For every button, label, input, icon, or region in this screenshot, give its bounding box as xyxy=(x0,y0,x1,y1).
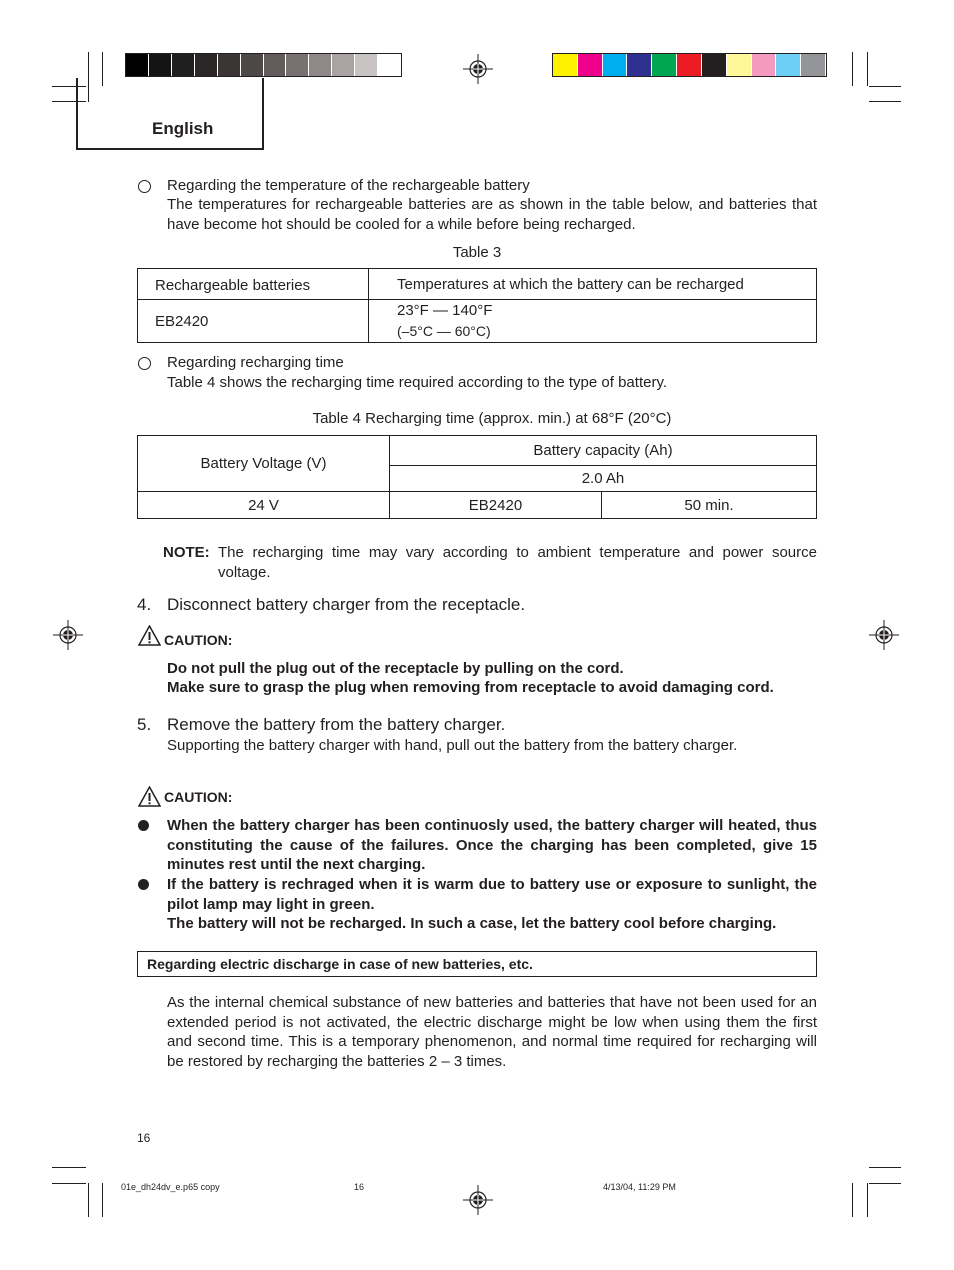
bullet-dot-icon xyxy=(138,879,149,890)
color-swatch xyxy=(727,54,752,76)
registration-mark-icon xyxy=(463,1185,493,1215)
gray-swatch xyxy=(332,54,355,76)
gray-swatch xyxy=(309,54,332,76)
hollow-bullet-icon xyxy=(138,180,151,193)
crop-mark xyxy=(869,101,901,102)
discharge-heading: Regarding electric discharge in case of new batteries, etc. xyxy=(147,956,533,972)
color-swatch xyxy=(801,54,826,76)
section-heading-temperature: Regarding the temperature of the rechargeable battery xyxy=(167,177,530,194)
color-swatch xyxy=(553,54,578,76)
footer-file: 01e_dh24dv_e.p65 copy xyxy=(121,1182,220,1192)
caution1-line2: Make sure to grasp the plug when removing from receptacle to avoid damaging cord. xyxy=(167,679,774,696)
gray-swatch xyxy=(286,54,309,76)
step4-number: 4. xyxy=(137,595,152,614)
crop-mark xyxy=(869,86,901,87)
temp-celsius: (–5°C — 60°C) xyxy=(397,323,491,339)
color-swatch xyxy=(702,54,727,76)
grayscale-bar xyxy=(125,53,402,77)
crop-mark xyxy=(869,1167,901,1168)
table4-header-capacity: Battery capacity (Ah) xyxy=(390,436,817,466)
registration-mark-icon xyxy=(53,620,83,650)
caution1-line1: Do not pull the plug out of the receptacle by pulling on the cord. xyxy=(167,660,624,677)
table3-cell-battery: EB2420 xyxy=(138,300,369,343)
table3 xyxy=(137,268,817,343)
crop-mark xyxy=(869,1183,901,1184)
crop-mark xyxy=(52,1167,86,1168)
caution2-bullet2a: If the battery is rechraged when it is warm due to battery use or exposure to sunlight, the pilot lamp may light in green. xyxy=(167,876,817,913)
crop-mark xyxy=(102,1183,103,1217)
table4-title: Table 4 Recharging time (approx. min.) at 68°F (20°C) xyxy=(312,410,672,427)
gray-swatch xyxy=(195,54,218,76)
table3-header-temperatures: Temperatures at which the battery can be recharged xyxy=(369,269,817,300)
crop-mark xyxy=(852,52,853,86)
gray-swatch xyxy=(149,54,172,76)
color-swatch xyxy=(652,54,677,76)
note-text: The recharging time may vary according to ambient temperature and power source voltage. xyxy=(218,544,817,581)
table4-cell-time: 50 min. xyxy=(602,492,817,519)
caution2-label: CAUTION: xyxy=(164,789,233,805)
footer-date: 4/13/04, 11:29 PM xyxy=(603,1182,676,1192)
temp-fahrenheit: 23°F — 140°F xyxy=(397,302,493,319)
caution2-bullet1: When the battery charger has been continuosly used, the battery charger will heated, thus constituting the cause of the failures. Once the charging has been completed, give 15 minutes rest until the next charging. xyxy=(167,817,817,873)
color-swatch xyxy=(627,54,652,76)
warning-triangle-icon xyxy=(138,786,161,807)
step4-text: Disconnect battery charger from the receptacle. xyxy=(167,595,526,614)
step5-number: 5. xyxy=(137,715,152,734)
crop-mark xyxy=(88,1183,89,1217)
crop-mark xyxy=(852,1183,853,1217)
color-swatch xyxy=(752,54,777,76)
gray-swatch xyxy=(218,54,241,76)
color-swatch xyxy=(677,54,702,76)
step5-text: Remove the battery from the battery charger. xyxy=(167,715,506,734)
table3-cell-temperature xyxy=(369,300,817,343)
registration-mark-icon xyxy=(869,620,899,650)
page-number: 16 xyxy=(137,1131,151,1145)
color-swatch xyxy=(578,54,603,76)
hollow-bullet-icon xyxy=(138,357,151,370)
section-heading-time: Regarding recharging time xyxy=(167,354,344,371)
step5-sub: Supporting the battery charger with hand, pull out the battery from the battery charger. xyxy=(167,737,738,754)
discharge-heading-box xyxy=(137,951,817,977)
color-swatch xyxy=(603,54,628,76)
gray-swatch xyxy=(378,54,401,76)
gray-swatch xyxy=(355,54,378,76)
footer-page: 16 xyxy=(354,1182,365,1192)
crop-mark xyxy=(867,52,868,86)
table4-header-voltage: Battery Voltage (V) xyxy=(138,436,390,492)
color-bar xyxy=(552,53,827,77)
gray-swatch xyxy=(126,54,149,76)
table3-header-batteries: Rechargeable batteries xyxy=(138,269,369,300)
crop-mark xyxy=(52,1183,86,1184)
table4-cell-voltage: 24 V xyxy=(138,492,390,519)
table4 xyxy=(137,435,817,519)
caution2-bullet2b: The battery will not be recharged. In such a case, let the battery cool before charging. xyxy=(167,915,777,932)
table4-capacity-value: 2.0 Ah xyxy=(390,466,817,492)
bullet-dot-icon xyxy=(138,820,149,831)
gray-swatch xyxy=(264,54,287,76)
table4-cell-battery: EB2420 xyxy=(390,492,602,519)
gray-swatch xyxy=(241,54,264,76)
warning-triangle-icon xyxy=(138,625,161,646)
note-label: NOTE: xyxy=(163,544,210,561)
caution1-label: CAUTION: xyxy=(164,632,233,648)
crop-mark xyxy=(867,1183,868,1217)
table3-title: Table 3 xyxy=(452,244,502,261)
language-label: English xyxy=(152,119,214,138)
discharge-body: As the internal chemical substance of new batteries and batteries that have not been used for an extended period is not activated, the electric discharge might be low when using them the first and second time. This is a temporary phenomenon, and normal time required for recharging will be restored by recharging the batteries 2 – 3 times. xyxy=(167,994,817,1070)
color-swatch xyxy=(776,54,801,76)
gray-swatch xyxy=(172,54,195,76)
section-body-time: Table 4 shows the recharging time required according to the type of battery. xyxy=(167,374,668,391)
registration-mark-icon xyxy=(463,54,493,84)
language-tab xyxy=(76,78,264,150)
section-body-temperature: The temperatures for rechargeable batteries are as shown in the table below, and batteries that have become hot should be cooled for a while before being recharged. xyxy=(167,196,817,233)
